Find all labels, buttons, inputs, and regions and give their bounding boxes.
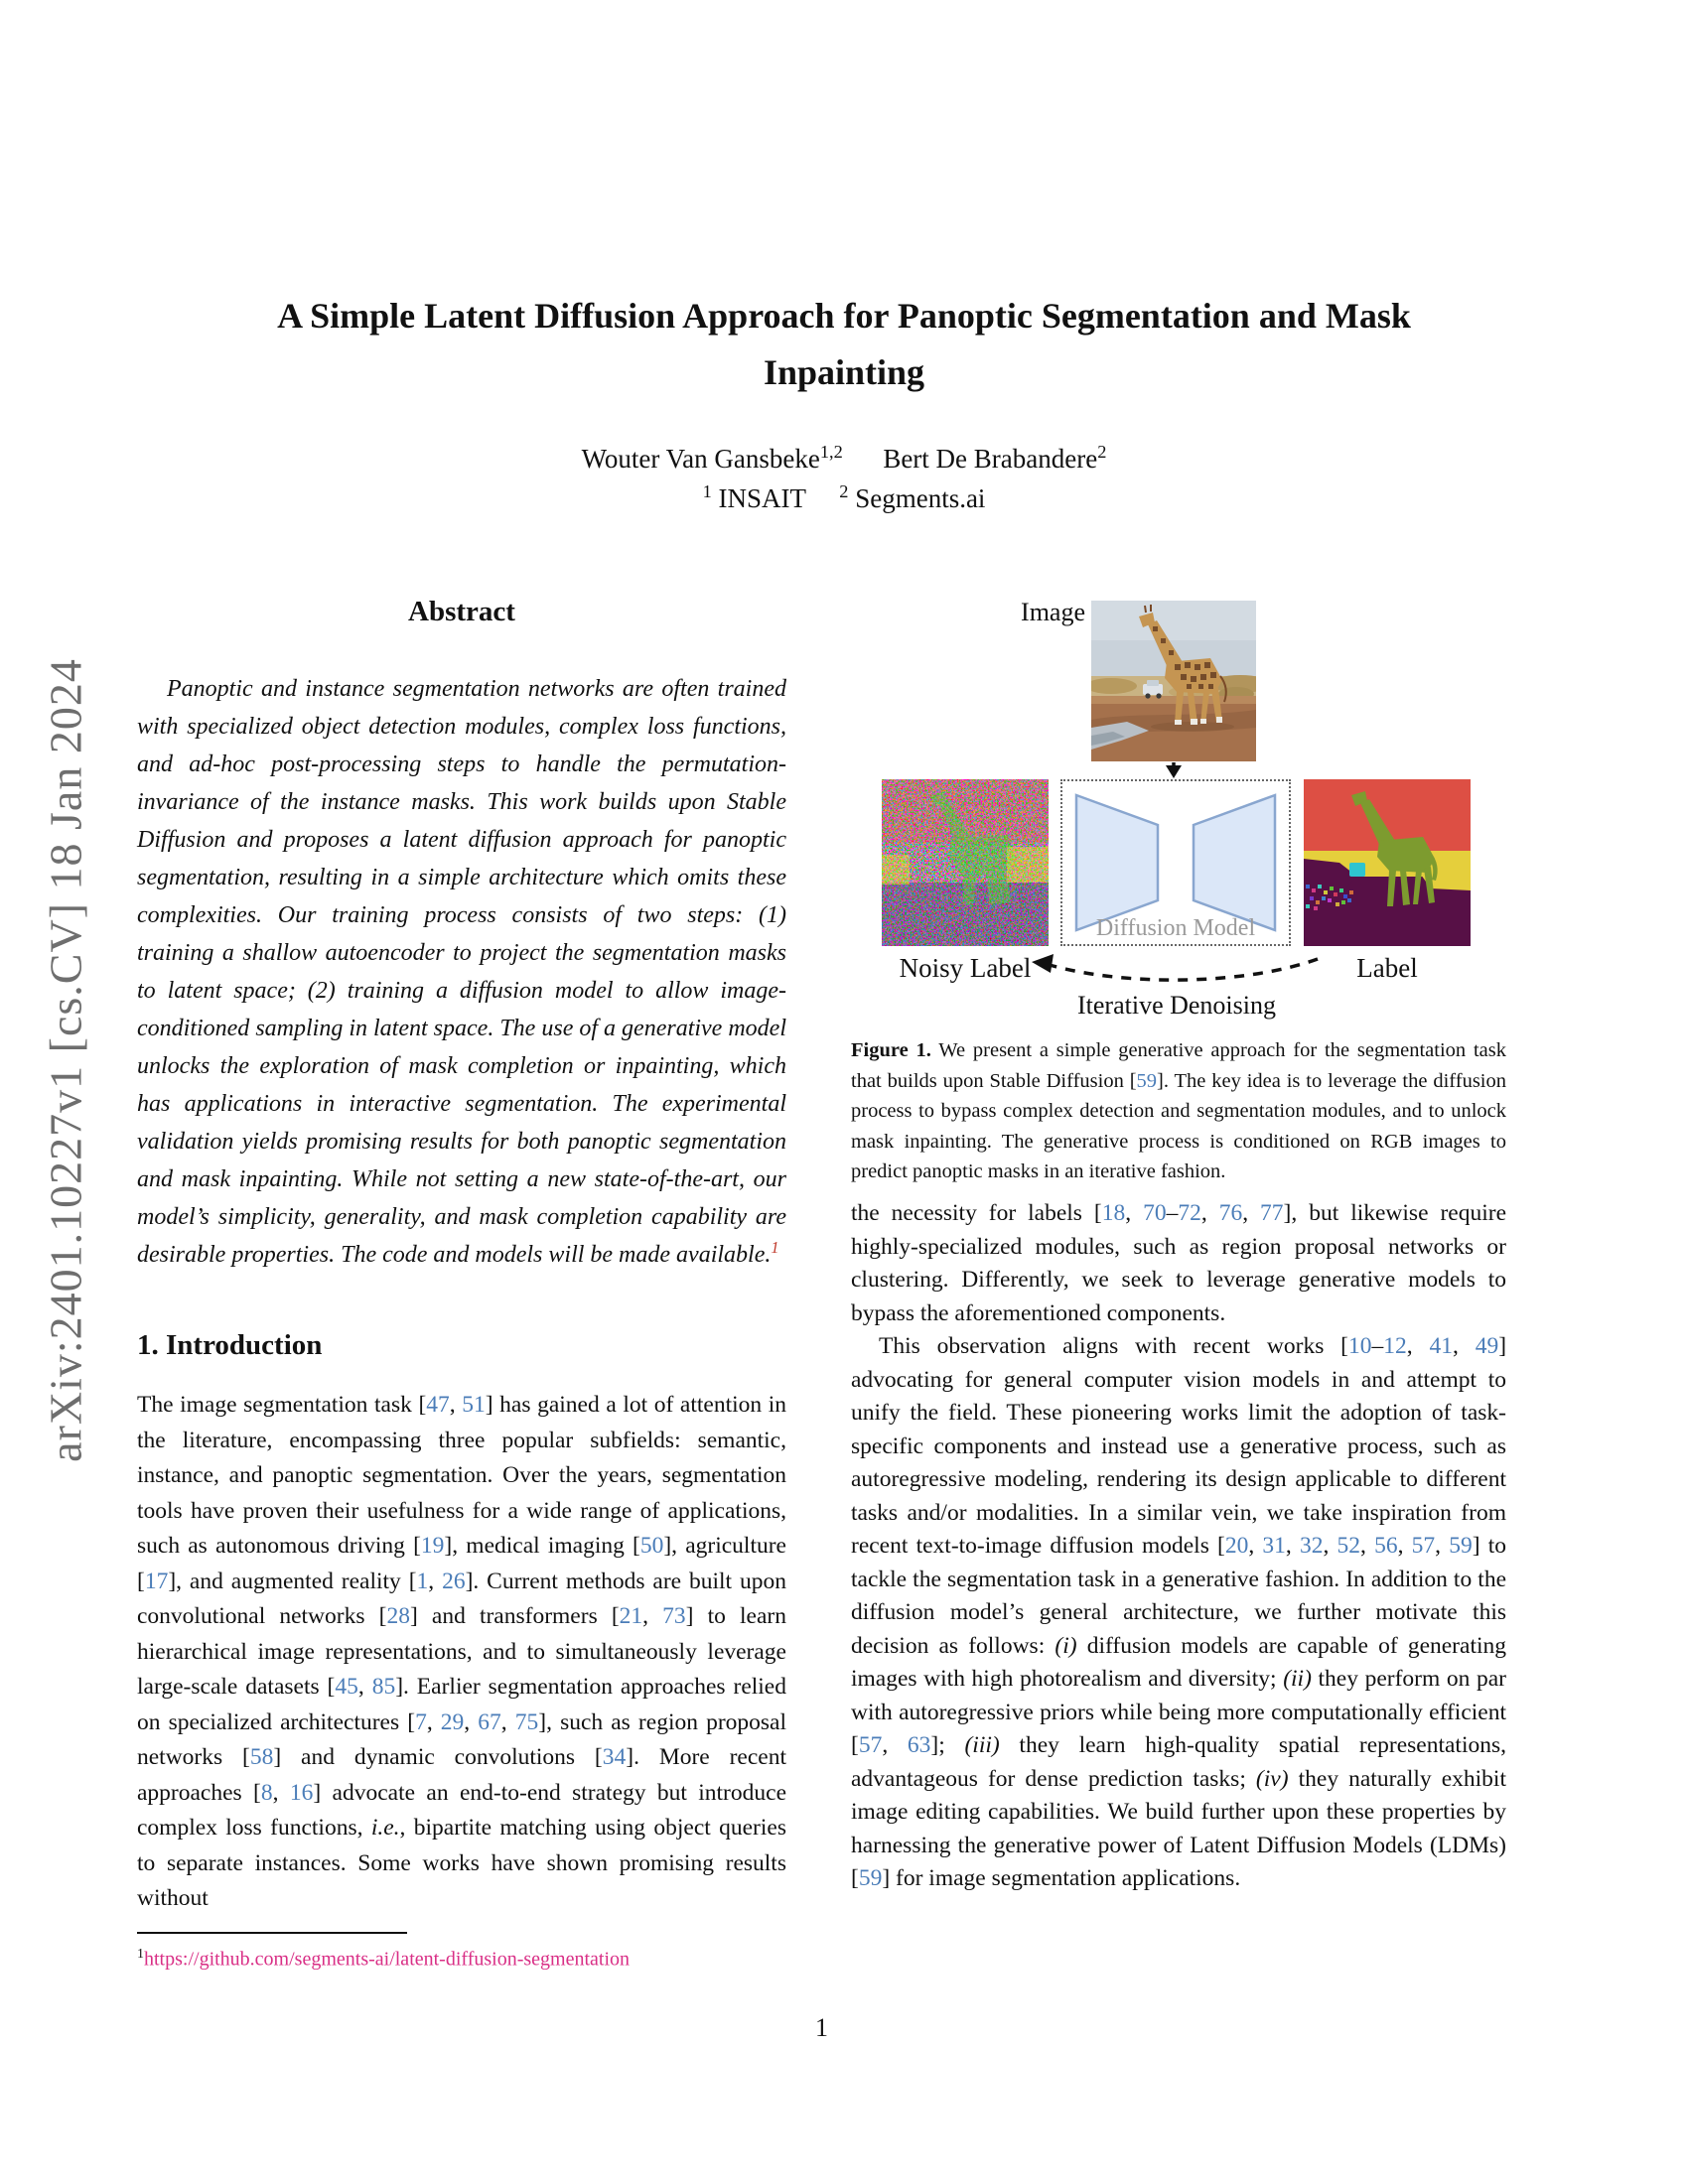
diffusion-model-box [1060,779,1291,946]
left-column [137,596,786,1917]
body-paragraph: This observation aligns with recent works [10–12, 41, 49] advocating for general computer vision models in and attempt to unify the field. These pioneering works limit the adoption of task-specific components and instead use a generative process, such as autoregressive modeling, rendering its design applicable to different tasks and/or modalities. In a similar vein, we take inspiration from recent text-to-image diffusion models [20, 31, 32, 52, 56, 57, 59] to tackle the segmentation task in a generative fashion. In addition to the diffusion model’s general architecture, we further motivate this decision as follows: (i) diffusion models are capable of generating images with high photorealism and diversity; (ii) they perform on par with autoregressive priors while being more computationally efficient [57, 63]; (iii) they learn high-quality spatial representations, advantageous for dense prediction tasks; (iv) they naturally exhibit image editing capabilities. We build further upon these properties by harnessing the generative power of Latent Diffusion Models (LDMs) [59] for image segmentation applications. [851,1333,1507,1891]
footnote [137,1942,786,1973]
label-caption: Label [1356,953,1418,983]
paper-title-line1: A Simple Latent Diffusion Approach for Panoptic Segmentation and Mask [277,296,1411,336]
abstract-text: Panoptic and instance segmentation networks are often trained with specialized object detection modules, complex loss functions, and ad-hoc post-processing steps to handle the permutation-invariance of the instance masks. This work builds upon Stable Diffusion and proposes a latent diffusion approach for panoptic segmentation, resulting in a simple architecture which omits these complexities. Our training process consists of two steps: (1) training a shallow autoencoder to project the segmentation masks to latent space; (2) training a diffusion model to allow image-conditioned sampling in latent space. The use of a generative model unlocks the exploration of mask completion or inpainting, which has applications in interactive segmentation. The experimental validation yields promising results for both panoptic segmentation and mask inpainting. While not setting a new state-of-the-art, our model’s simplicity, generality, and mask completion capability are desirable properties. The code and models will be made available.$^1$ [137,676,786,1268]
footnote-rule [137,1932,407,1934]
diffusion-model-label: Diffusion Model [1095,915,1256,941]
intro-paragraph: The image segmentation task [47, 51] has gained a lot of attention in the literature, encompassing three popular subfields: semantic, instance, and panoptic segmentation. Over the years, segmentation tools have proven their usefulness for a wide range of applications, such as autonomous driving [19], medical imaging [50], agriculture [17], and augmented reality [1, 26]. Current methods are built upon convolutional networks [28] and transformers [21, 73] to learn hierarchical image representations, and to simultaneously leverage large-scale datasets [45, 85]. Earlier segmentation approaches relied on specialized architectures [7, 29, 67, 75], such as region proposal networks [58] and dynamic convolutions [34]. More recent approaches [8, 16] advocate an end-to-end strategy but introduce complex loss functions, i.e., bipartite matching using object queries to separate instances. Some works have shown promising results without [137,1392,787,1911]
noisy-label-image [882,779,1049,946]
arxiv-stamp: arXiv:2401.10227v1 [cs.CV] 18 Jan 2024 [40,658,91,1462]
affiliations-line: $^1$ INSAIT $^2$ Segments.ai [702,481,986,513]
segmentation-label-image [1304,779,1471,946]
paper-title [149,288,1539,401]
figure-caption: Figure 1. We present a simple generative approach for the segmentation task that builds upon Stable Diffusion [59]. The key idea is to leverage the diffusion process to bypass complex detection and segmentation modules, and to unlock mask inpainting. The generative process is conditioned on RGB images to predict panoptic masks in an iterative fashion. [851,1039,1506,1182]
giraffe-photo [1091,601,1256,761]
right-column [851,1197,1506,1896]
figure-image-label: Image [1021,598,1085,626]
noisy-label-caption: Noisy Label [899,953,1032,983]
section-heading-introduction: 1. Introduction [137,1329,323,1361]
footnote-marker: 1 [137,1947,144,1962]
footnote-url[interactable]: https://github.com/segments-ai/latent-diffusion-segmentation [144,1948,630,1971]
page-number: 1 [815,2013,828,2042]
iterative-denoising-label: Iterative Denoising [1077,991,1276,1020]
figure-1 [849,576,1506,1027]
abstract-heading: Abstract [408,596,515,627]
authors-line: Wouter Van Gansbeke$^{1,2}$ Bert De Brabandere$^2$ [581,442,1107,474]
down-arrow-icon [1166,762,1182,778]
paper-title-line2: Inpainting [763,352,925,392]
iterative-denoising-arrow [1032,954,1318,980]
body-paragraph: the necessity for labels [18, 70–72, 76, 77], but likewise require highly-specialized modules, such as region proposal networks or clustering. Differently, we seek to leverage generative models to bypass the aforementioned components. [851,1200,1507,1326]
